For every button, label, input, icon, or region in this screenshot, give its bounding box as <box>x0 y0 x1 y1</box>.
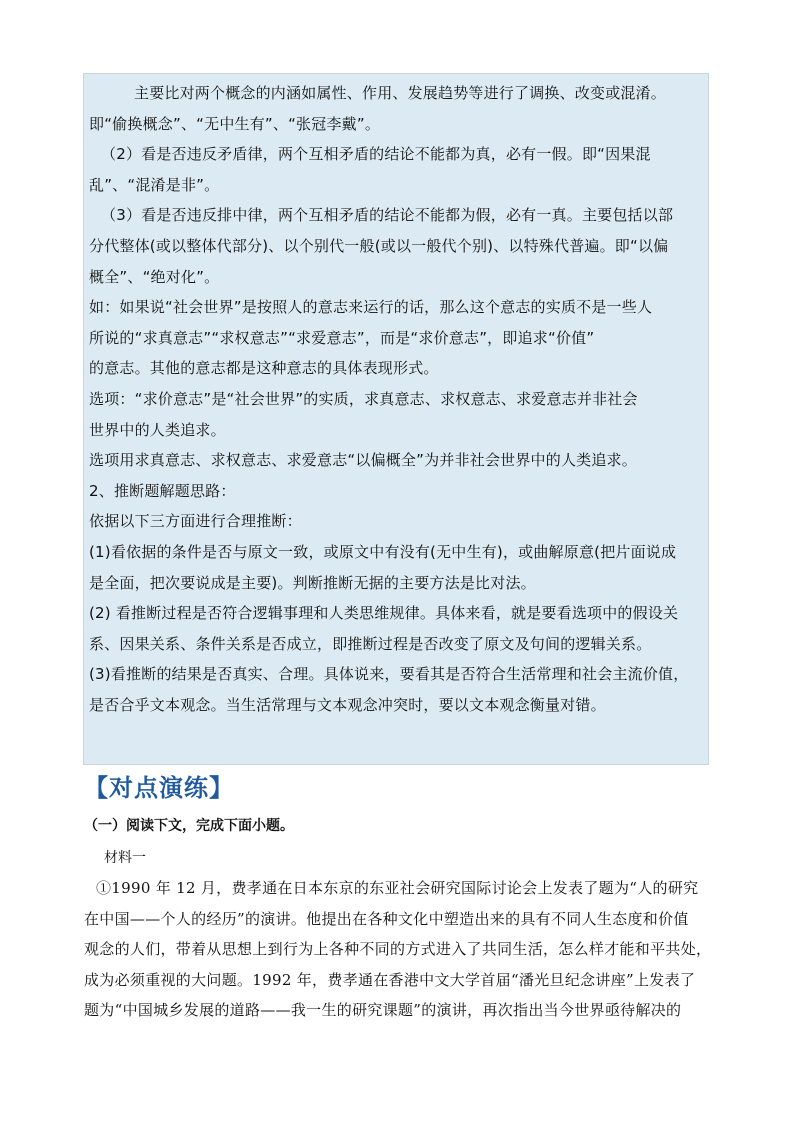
tip-line: 的意志。其他的意志都是这种意志的具体表现形式。 <box>89 359 439 378</box>
material-passage <box>84 873 712 1026</box>
tip-line: 主要比对两个概念的内涵如属性、作用、发展趋势等进行了调换、改变或混淆。 <box>134 84 667 102</box>
tip-line: 如：如果说“社会世界”是按照人的意志来运行的话，那么这个意志的实质不是一些人 <box>89 298 653 317</box>
section-subtitle: （一）阅读下文，完成下面小题。 <box>84 818 294 834</box>
tip-line: 分代整体(或以整体代部分)、以个别代一般(或以一般代个别)、以特殊代普遍。即“以偏 <box>89 236 669 255</box>
tip-line: 即“偷换概念”、“无中生有”、“张冠李戴”。 <box>89 114 381 133</box>
passage-line: 在中国——个人的经历”的演讲。他提出在各种文化中塑造出来的具有不同人生态度和价值 <box>84 909 689 928</box>
tip-line: 选项用求真意志、求权意志、求爱意志“以偏概全”为并非社会世界中的人类追求。 <box>89 451 637 470</box>
passage-line: 成为必须重视的大问题。1992 年，费孝通在香港中文大学首届“潘光旦纪念讲座”上发表了 <box>84 970 696 989</box>
passage-line: 观念的人们，带着从思想上到行为上各种不同的方式进入了共同生活，怎么样才能和平共处， <box>84 940 712 958</box>
tip-line: 依据以下三方面进行合理推断： <box>89 512 302 531</box>
tip-line: 选项：“求价意志”是“社会世界”的实质，求真意志、求权意志、求爱意志并非社会 <box>89 389 638 408</box>
tip-line: 乱”、“混淆是非”。 <box>89 175 220 194</box>
tip-line: 概全”、“绝对化”。 <box>89 267 220 286</box>
section-title: 【对点演练】 <box>84 774 234 802</box>
tip-box <box>83 73 709 765</box>
tip-line: 2、推断题解题思路： <box>89 481 236 500</box>
tip-line: 所说的“求真意志”“求权意志”“求爱意志”，而是“求价意志”，即追求“价值” <box>89 328 595 347</box>
tip-line: 是否合乎文本观念。当生活常理与文本观念冲突时，要以文本观念衡量对错。 <box>89 695 606 714</box>
tip-line: 系、因果关系、条件关系是否成立，即推断过程是否改变了原文及句间的逻辑关系。 <box>89 634 652 653</box>
tip-line: （3）看是否违反排中律，两个互相矛盾的结论不能都为假，必有一真。主要包括以部 <box>101 206 674 225</box>
passage-line: ①1990 年 12 月，费孝通在日本东京的东亚社会研究国际讨论会上发表了题为“人的研究 <box>96 879 699 897</box>
tip-line: (3)看推断的结果是否真实、合理。具体说来，要看其是否符合生活常理和社会主流价值， <box>89 665 689 684</box>
tip-line: (1)看依据的条件是否与原文一致，或原文中有没有(无中生有)，或曲解原意(把片面说成 <box>89 542 677 561</box>
tip-line: 世界中的人类追求。 <box>89 420 226 439</box>
material-label: 材料一 <box>104 850 146 866</box>
tip-line: （2）看是否违反矛盾律，两个互相矛盾的结论不能都为真，必有一假。即“因果混 <box>101 145 651 164</box>
tip-line: (2) 看推断过程是否符合逻辑事理和人类思维规律。具体来看，就是要看选项中的假设关 <box>89 604 679 623</box>
tip-line: 是全面，把次要说成是主要)。判断推断无据的主要方法是比对法。 <box>89 573 536 592</box>
passage-line: 题为“中国城乡发展的道路——我一生的研究课题”的演讲，再次指出当今世界亟待解决的 <box>84 1001 682 1019</box>
